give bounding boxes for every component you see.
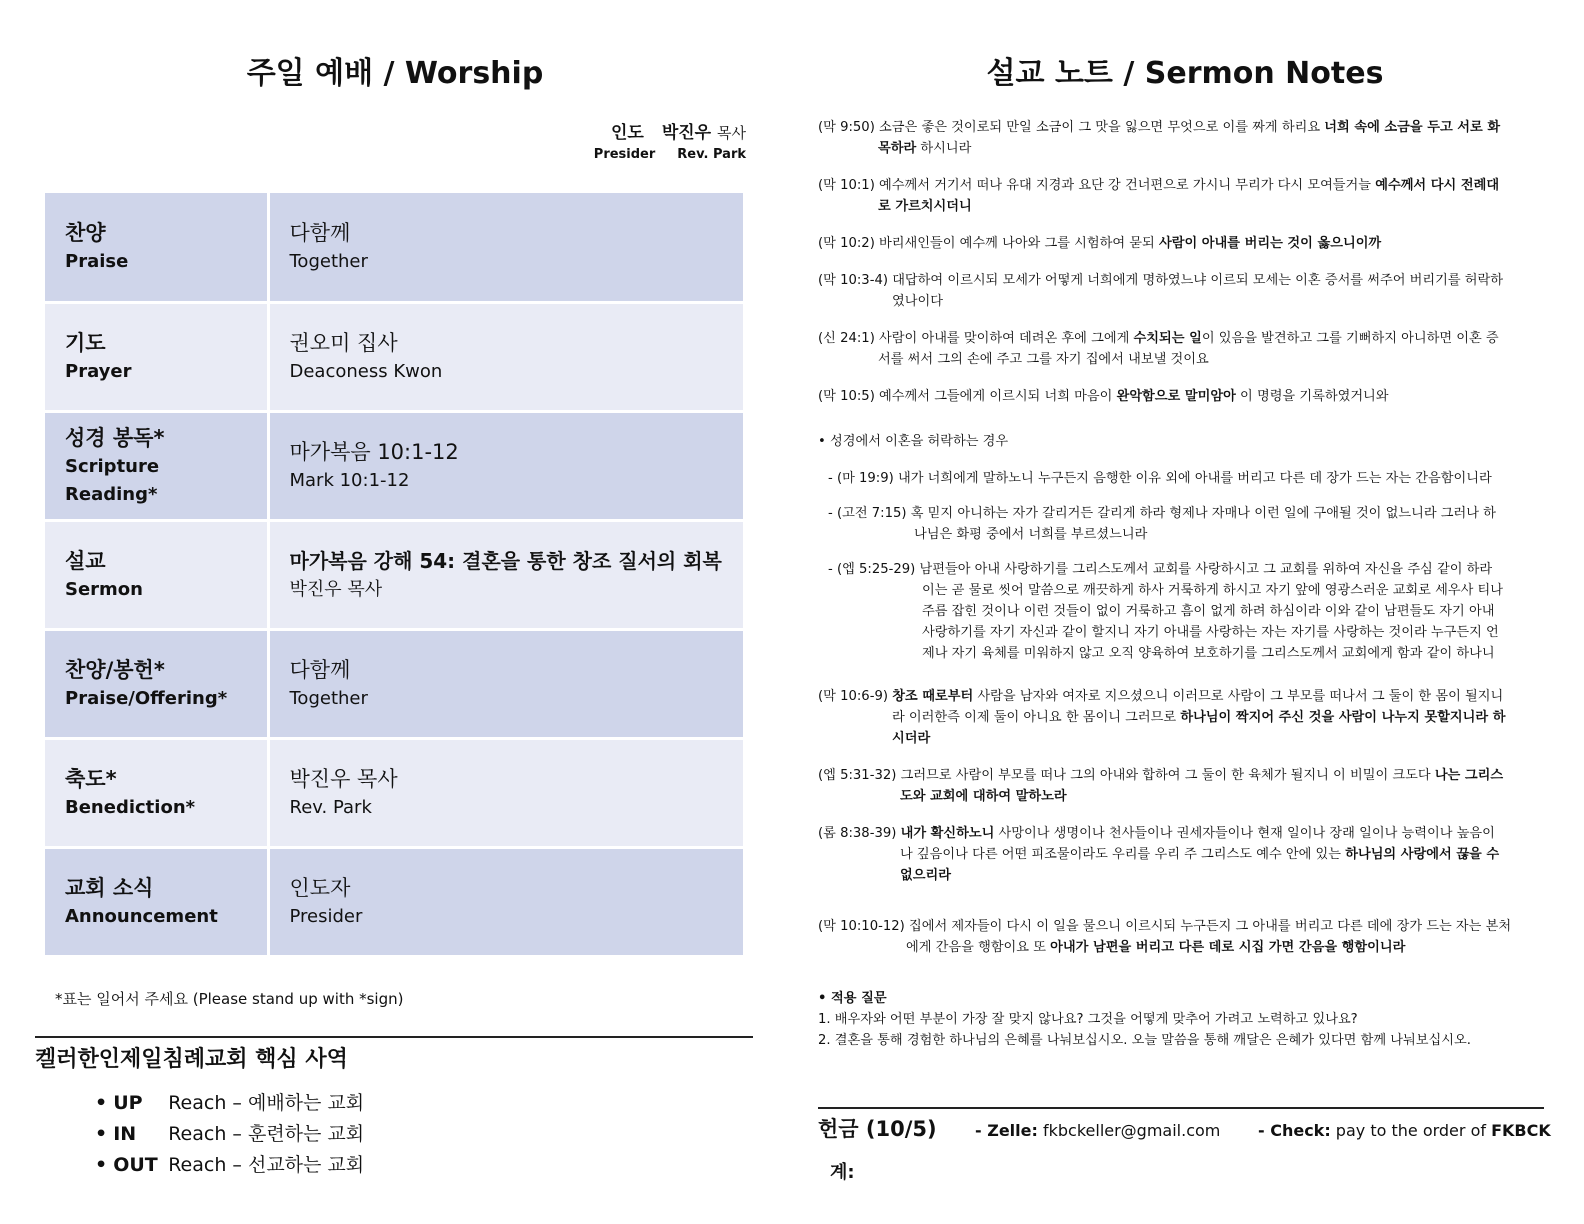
verse-text: 집에서 제자들이 다시 이 일을 물으니 이르시되 누구든지 그 아내를 버리고 다른 데에 장가 드는 자는 본처 (908, 919, 1512, 934)
verse-emphasis: 아내가 남편을 버리고 다른 데로 시집 가면 간음을 행함이니라 (1050, 940, 1406, 955)
order-label-cell (45, 302, 268, 411)
order-label-ko: 찬양/봉헌* (65, 657, 165, 682)
verse-text: 이 있음을 발견하고 그를 기뻐하지 아니하면 이혼 증 (1201, 331, 1499, 346)
order-label-cell (45, 193, 268, 302)
verse (828, 468, 1550, 489)
order-label-en: Benediction* (65, 796, 196, 818)
verse (818, 328, 1550, 370)
verse (818, 916, 1550, 958)
order-label-ko: 설교 (65, 548, 106, 573)
ministry-desc: 훈련하는 교회 (247, 1123, 365, 1145)
sermon-notes (818, 117, 1550, 1051)
presider-title-ko: 목사 (717, 124, 746, 142)
offering-total-label: 계: (830, 1162, 855, 1183)
order-value-cell (268, 520, 743, 629)
questions-list (818, 1009, 1550, 1051)
check-payee: FKBCK (1491, 1121, 1551, 1140)
verse-text: 사망이나 생명이나 천사들이나 권세자들이나 현재 일이나 장래 일이나 능력이나 높음이 (994, 826, 1495, 841)
bullet: • (95, 1154, 108, 1176)
verse-ref: (막 10:10-12) (818, 919, 905, 934)
verse-text: 사람이 아내를 맞이하여 데려온 후에 그에게 (879, 331, 1134, 346)
order-value-en: Together (289, 687, 368, 709)
verse-ref: (막 10:2) (818, 236, 875, 251)
order-value-ko: 다함께 (289, 220, 351, 245)
verse-text: 남편들아 아내 사랑하기를 그리스도께서 교회를 사랑하시고 그 교회를 위하여 자신을 주심 같이 하라 (919, 562, 1493, 577)
order-value-cell (268, 193, 743, 302)
questions-heading: • 적용 질문 (818, 991, 887, 1006)
verse-text: 이 명령을 기록하였거니와 (1235, 389, 1389, 404)
verse-text: 이는 곧 물로 씻어 말씀으로 깨끗하게 하사 거룩하게 하시고 자기 앞에 영광스러운 교회로 세우사 티나 (922, 583, 1503, 598)
verse-ref: (막 10:3-4) (818, 273, 888, 288)
bullet: • (95, 1092, 108, 1114)
verse-text: 제나 자기 육체를 미워하지 않고 오직 양육하여 보호하기를 그리스도께서 교회에게 함과 같이 하나니 (922, 646, 1495, 661)
verse-ref: (막 10:1) (818, 178, 875, 193)
order-value-ko: 마가복음 10:1-12 (289, 439, 459, 464)
verse-text: 서를 써서 그의 손에 주고 그를 자기 집에서 내보낼 것이요 (878, 352, 1209, 367)
verse-text: 주름 잡힌 것이나 이런 것들이 없이 거룩하고 흠이 없게 하려 하심이라 이와 같이 남편들도 자기 아내 (922, 604, 1495, 619)
order-label-cell (45, 847, 268, 956)
verse-emphasis: 로 가르치시더니 (878, 199, 972, 214)
verse-ref: - (고전 7:15) (828, 506, 907, 521)
presider-ko (594, 118, 746, 143)
order-label-ko: 찬양 (65, 220, 106, 245)
order-label-en: Praise/Offering* (65, 687, 228, 709)
order-label-ko: 기도 (65, 330, 106, 355)
verse-emphasis: 창조 때로부터 (892, 689, 974, 704)
ministry-desc: 예배하는 교회 (247, 1092, 365, 1114)
verse (818, 117, 1550, 159)
table-row (45, 629, 743, 738)
list-item (95, 1088, 364, 1119)
divorce-bullet: • 성경에서 이혼을 허락하는 경우 (818, 434, 1009, 449)
verse-text: 사랑하기를 자기 자신과 같이 할지니 자기 아내를 사랑하는 자는 자기를 사랑하는 것이라 누구든지 언 (922, 625, 1499, 640)
divider (818, 1107, 1544, 1109)
verse (818, 386, 1550, 407)
check-label: - Check: (1258, 1121, 1331, 1140)
verse-text: 내가 너희에게 말하노니 누구든지 음행한 이유 외에 아내를 버리고 다른 데 장가 드는 자는 간음함이니라 (898, 471, 1492, 486)
table-row (45, 520, 743, 629)
presider-en (594, 147, 746, 162)
table-row (45, 847, 743, 956)
verse-text: 나 깊음이나 다른 어떤 피조물이라도 우리를 우리 주 그리스도 예수 안에 있는 (900, 847, 1346, 862)
order-label-cell (45, 629, 268, 738)
check-text: pay to the order of (1330, 1121, 1492, 1140)
verse-text: 였나이다 (892, 294, 943, 309)
order-value-cell (268, 629, 743, 738)
order-of-worship-table (45, 193, 743, 958)
verse-emphasis: 완악함으로 말미암아 (1116, 389, 1236, 404)
presider-name-ko: 박진우 (661, 123, 712, 143)
verse-emphasis: 없으리라 (900, 868, 951, 883)
order-value-ko: 박진우 목사 (289, 766, 398, 791)
bullet: • (95, 1123, 108, 1145)
list-item: 2. 결혼을 통해 경험한 하나님의 은혜를 나눠보십시오. 오늘 말씀을 통해 깨달은 은혜가 있다면 함께 나눠보십시오. (818, 1033, 1471, 1048)
verse-text: 하시니라 (916, 141, 972, 156)
presider-name-en: Rev. Park (677, 147, 746, 162)
order-value-en: Mark 10:1-12 (289, 469, 410, 491)
ministry-dash: – (232, 1092, 242, 1114)
verse-emphasis: 도와 교회에 대하여 말하노라 (900, 789, 1067, 804)
presider-label-ko: 인도 (610, 123, 644, 143)
verse (818, 823, 1550, 886)
order-value-en: Together (289, 250, 368, 272)
order-value-en: Presider (289, 905, 363, 927)
verse-emphasis: 하나님이 짝지어 주신 것을 사람이 나누지 못할지니라 하 (1180, 710, 1506, 725)
verse (818, 175, 1550, 217)
verse-emphasis: 나는 그리스 (1434, 768, 1504, 783)
verse (818, 686, 1550, 749)
order-label-cell (45, 738, 268, 847)
sermon-preacher: 박진우 목사 (289, 578, 383, 600)
offering-title: 헌금 (10/5) (818, 1117, 937, 1141)
verse-ref: - (엡 5:25-29) (828, 562, 916, 577)
order-value-cell (268, 302, 743, 411)
order-label-ko: 교회 소식 (65, 875, 154, 900)
verse (818, 270, 1550, 312)
presider-block (594, 118, 746, 162)
verse-ref: - (마 19:9) (828, 471, 894, 486)
verse-ref: (신 24:1) (818, 331, 875, 346)
order-label-en: Scripture Reading* (65, 455, 160, 505)
order-label-en: Announcement (65, 905, 218, 927)
verse-ref: (롬 8:38-39) (818, 826, 897, 841)
stand-note: *표는 일어서 주세요 (Please stand up with *sign) (55, 990, 404, 1008)
order-value-en: Deaconess Kwon (289, 360, 443, 382)
order-label-en: Prayer (65, 360, 132, 382)
ministry-list (95, 1088, 364, 1181)
verse-text: 대답하여 이르시되 모세가 어떻게 너희에게 명하였느냐 이르되 모세는 이혼 증서를 써주어 버리기를 허락하 (892, 273, 1504, 288)
order-value-ko: 권오미 집사 (289, 330, 398, 355)
list-item (95, 1119, 364, 1150)
verse-text: 사람을 남자와 여자로 지으셨으니 이러므로 사람이 그 부모를 떠나서 그 둘이 한 몸이 될지니 (973, 689, 1504, 704)
order-value-cell (268, 411, 743, 520)
verse-text: 그러므로 사람이 부모를 떠나 그의 아내와 합하여 그 둘이 한 육체가 될지니 이 비밀이 크도다 (900, 768, 1435, 783)
verse-emphasis: 목하라 (878, 141, 917, 156)
worship-title: 주일 예배 / Worship (246, 56, 544, 91)
verse-emphasis: 수치되는 일 (1133, 331, 1202, 346)
verse-emphasis: 하나님의 사랑에서 끊을 수 (1345, 847, 1500, 862)
ministry-dash: – (232, 1123, 242, 1145)
ministry-desc: 선교하는 교회 (247, 1154, 365, 1176)
ministry-dash: – (232, 1154, 242, 1176)
ministry-reach: Reach (168, 1154, 227, 1176)
verse-text: 라 이러한즉 이제 둘이 아니요 한 몸이니 그러므로 (892, 710, 1181, 725)
verse-text: 에게 간음을 행함이요 또 (906, 940, 1051, 955)
verse-ref: (막 10:5) (818, 389, 875, 404)
order-value-en: Rev. Park (289, 796, 372, 818)
sermon-title: 마가복음 강해 54: 결혼을 통한 창조 질서의 회복 (289, 548, 722, 573)
order-value-cell (268, 738, 743, 847)
table-row (45, 411, 743, 520)
order-label-cell (45, 411, 268, 520)
zelle-info (975, 1121, 1220, 1140)
ministry-key: UP (113, 1092, 143, 1114)
verse-text: 바리새인들이 예수께 나아와 그를 시험하여 묻되 (879, 236, 1159, 251)
verse-ref: (막 9:50) (818, 120, 875, 135)
verse (818, 233, 1550, 254)
verse-emphasis: 너희 속에 소금을 두고 서로 화 (1324, 120, 1501, 135)
zelle-email: fkbckeller@gmail.com (1037, 1121, 1221, 1140)
verse-text: 예수께서 그들에게 이르시되 너희 마음이 (879, 389, 1117, 404)
order-label-ko: 성경 봉독* (65, 425, 165, 450)
ministry-key: IN (113, 1123, 137, 1145)
verse (828, 559, 1550, 664)
table-row (45, 738, 743, 847)
verse-text: 소금은 좋은 것이로되 만일 소금이 그 맛을 잃으면 무엇으로 이를 짜게 하리요 (879, 120, 1325, 135)
ministry-reach: Reach (168, 1092, 227, 1114)
divider (35, 1036, 753, 1038)
order-value-ko: 다함께 (289, 657, 351, 682)
verse-ref: (엡 5:31-32) (818, 768, 897, 783)
verse-text: 예수께서 거기서 떠나 유대 지경과 요단 강 건너편으로 가시니 무리가 다시 모여들거늘 (879, 178, 1376, 193)
verse-text: 나님은 화평 중에서 너희를 부르셨느니라 (914, 527, 1148, 542)
order-label-ko: 축도* (65, 766, 117, 791)
zelle-label: - Zelle: (975, 1121, 1038, 1140)
table-row (45, 302, 743, 411)
order-value-ko: 인도자 (289, 875, 351, 900)
list-item: 1. 배우자와 어떤 부분이 가장 잘 맞지 않나요? 그것을 어떻게 맞추어 가려고 노력하고 있나요? (818, 1012, 1358, 1027)
verse-emphasis: 내가 확신하노니 (900, 826, 995, 841)
verse-text: 혹 믿지 아니하는 자가 갈리거든 갈리게 하라 형제나 자매나 이런 일에 구애될 것이 없느니라 그러나 하 (910, 506, 1496, 521)
verse (828, 503, 1550, 545)
verse-emphasis: 시더라 (892, 731, 931, 746)
presider-label-en: Presider (593, 147, 656, 162)
ministry-reach: Reach (168, 1123, 227, 1145)
list-item (95, 1150, 364, 1181)
table-row (45, 193, 743, 302)
ministry-key: OUT (113, 1154, 158, 1176)
order-label-cell (45, 520, 268, 629)
verse-ref: (막 10:6-9) (818, 689, 888, 704)
verse-emphasis: 예수께서 다시 전례대 (1375, 178, 1500, 193)
order-label-en: Sermon (65, 578, 143, 600)
order-value-cell (268, 847, 743, 956)
order-label-en: Praise (65, 250, 129, 272)
ministry-title: 켈러한인제일침례교회 핵심 사역 (35, 1047, 348, 1072)
check-info (1258, 1121, 1551, 1140)
verse-emphasis: 사람이 아내를 버리는 것이 옳으니이까 (1158, 236, 1382, 251)
verse (818, 765, 1550, 807)
sermon-notes-title: 설교 노트 / Sermon Notes (986, 56, 1384, 91)
